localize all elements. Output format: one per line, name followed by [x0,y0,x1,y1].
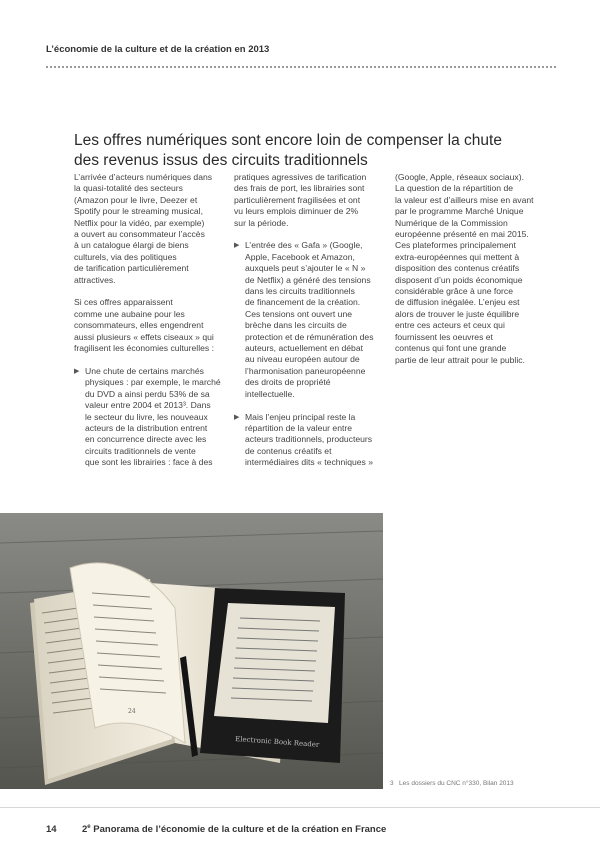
text-line: (Amazon pour le livre, Deezer et [74,194,198,205]
running-header: L’économie de la culture et de la création en 2013 [46,44,270,55]
section-headline [74,131,514,171]
text-line: intermédiaires dits « techniques » [245,457,374,468]
photo-illustration [0,513,383,789]
text-column-3 [395,172,545,366]
text-line: entre ces acteurs et ceux qui [395,320,505,331]
text-line: partie de leur attrait pour le public. [395,354,525,365]
column1-paragraph-1 [74,172,224,286]
bullet-triangle-icon: ▶ [234,242,240,250]
text-column-2 [234,172,384,469]
text-line: que sont les librairies : face à des [85,457,213,468]
bullet-triangle-icon: ▶ [234,413,240,421]
page-number: 14 [46,824,57,835]
column2-paragraph-1 [234,172,384,229]
text-line: vu leurs emplois diminuer de 2% [234,206,359,217]
header-dotted-rule [46,66,556,68]
text-line: de contenus créatifs et [245,445,332,456]
footer-prefix: 2 [82,824,88,836]
text-line: auxquels peut s’ajouter le « N » [245,263,366,274]
text-line: du DVD a ainsi perdu 53% de sa [85,388,210,399]
text-line: des droits de propriété [245,377,331,388]
text-line: disposition des contenus créatifs [395,263,520,274]
text-line: disposent d’un poids économique [395,274,523,285]
text-line: fragilisent les économies culturelles : [74,343,214,354]
text-line: alors de trouver le juste équilibre [395,308,520,319]
text-line: a ouvert au consommateur l’accès [74,229,205,240]
text-line: extra-européennes qui mettent à [395,251,520,262]
text-line: Ces plateformes principalement [395,240,516,251]
headline-line-1: Les offres numériques sont encore loin de compenser la chute [74,132,502,149]
text-line: acteurs traditionnels, producteurs [245,434,373,445]
text-line: répartition de la valeur entre [245,422,353,433]
text-line: Ces tensions ont ouvert une [245,308,353,319]
text-line: Apple, Facebook et Amazon, [245,251,355,262]
text-line: la quasi-totalité des secteurs [74,183,183,194]
column3-paragraph-1 [395,172,545,366]
book-page-number: 24 [128,708,136,715]
text-line: aussi plusieurs « effets ciseaux » qui [74,331,214,342]
text-line: européenne présenté en mai 2015. [395,229,529,240]
text-line: attractives. [74,274,116,285]
text-line: de diffusion inégalée. L’enjeu est [395,297,520,308]
text-line: Spotify pour le streaming musical, [74,206,203,217]
bullet-text [85,366,224,469]
text-line: l’harmonisation paneuropéenne [245,365,366,376]
text-line: par le programme Marché Unique [395,206,524,217]
text-column-1 [74,172,224,469]
text-line: circuits traditionnels de vente [85,445,196,456]
text-line: valeur entre 2004 et 2013³. Dans [85,400,211,411]
text-line: des frais de port, les librairies sont [234,183,365,194]
footer-title-text: Panorama de l’économie de la culture et de la création en France [93,824,387,836]
text-line: Netflix pour la vidéo, par exemple) [74,217,205,228]
text-line: intellectuelle. [245,388,295,399]
text-line: comme une aubaine pour les [74,308,185,319]
text-line: la valeur est d’ailleurs mise en avant [395,194,534,205]
text-line: Une chute de certains marchés [85,365,204,376]
ebook-reader-photo [0,513,383,789]
text-line: La question de la répartition de [395,183,514,194]
text-line: contenus qui font une grande [395,343,507,354]
text-line: Mais l’enjeu principal reste la [245,411,356,422]
text-line: (Google, Apple, réseaux sociaux). [395,172,524,182]
column2-bullet-2 [234,412,384,469]
text-line: physiques : par exemple, le marché [85,377,221,388]
column1-bullet-1 [74,366,224,469]
text-line: en concurrence directe avec les [85,434,207,445]
text-line: brèche dans les circuits de [245,320,347,331]
bullet-text [245,240,384,400]
bullet-triangle-icon: ▶ [74,367,80,375]
footer-rule [0,807,600,808]
text-line: acteurs de la distribution entrent [85,422,208,433]
text-line: au niveau européen autour de [245,354,360,365]
text-line: de tarification particulièrement [74,263,189,274]
text-line: pratiques agressives de tarification [234,172,367,182]
footnote-text: Les dossiers du CNC n°330, Bilan 2013 [399,780,514,787]
text-line: le secteur du livre, les nouveaux [85,411,208,422]
text-line: de financement de la création. [245,297,361,308]
text-line: auteurs, actuellement en débat [245,343,364,354]
column1-paragraph-2 [74,297,224,354]
text-line: L’entrée des « Gafa » (Google, [245,240,363,251]
footer-title [82,824,386,835]
text-line: fournissent les oeuvres et [395,331,493,342]
column2-bullet-1 [234,240,384,400]
footer-sup: e [87,824,91,830]
bullet-text [245,412,384,469]
text-line: L’arrivée d’acteurs numériques dans [74,172,213,182]
text-line: Numérique de la Commission [395,217,508,228]
text-line: sur la période. [234,217,289,228]
footnote-number: 3 [390,780,394,787]
text-line: Si ces offres apparaissent [74,297,173,308]
ereader-brand-label: Electronic Book Reader [234,735,320,749]
text-line: dans les circuits traditionnels [245,286,355,297]
text-line: considérable grâce à une force [395,286,514,297]
text-line: consommateurs, elles engendrent [74,320,204,331]
footnote [390,780,514,787]
text-line: de Netflix) a généré des tensions [245,274,371,285]
text-line: particulièrement fragilisées et ont [234,194,361,205]
text-line: à un catalogue élargi de biens [74,240,189,251]
headline-line-2: des revenus issus des circuits traditionnels [74,152,368,169]
text-line: protection et de rémunération des [245,331,374,342]
text-line: culturels, via des politiques [74,251,177,262]
